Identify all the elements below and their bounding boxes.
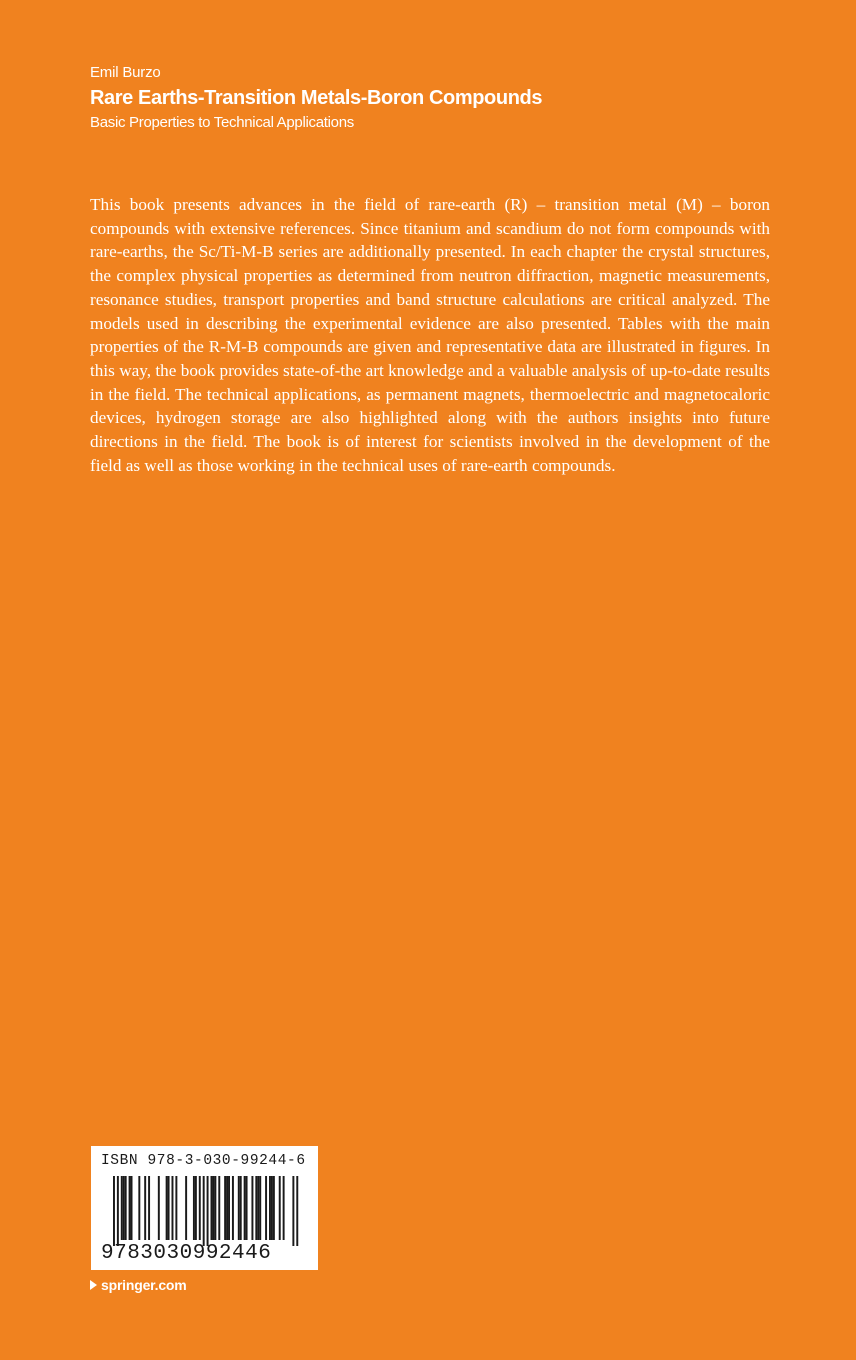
barcode-bar (211, 1176, 213, 1240)
barcode-bar (203, 1176, 205, 1246)
barcode-bar (269, 1176, 271, 1240)
barcode-bar (158, 1176, 160, 1240)
barcode-bar (175, 1176, 177, 1240)
book-title: Rare Earths-Transition Metals-Boron Compounds (90, 87, 543, 109)
barcode-bar (257, 1176, 259, 1240)
barcode-bar (244, 1176, 246, 1240)
cover-header (90, 63, 790, 133)
barcode-bar (240, 1176, 242, 1240)
barcode-bar (273, 1176, 275, 1240)
barcode-bar (172, 1176, 174, 1240)
barcode-bar (246, 1176, 248, 1240)
barcode-digits: 9783030992446 (101, 1242, 272, 1265)
barcode-bar (283, 1176, 285, 1240)
barcode-image (101, 1176, 308, 1246)
barcode-bar (296, 1176, 298, 1246)
barcode-bar (195, 1176, 197, 1240)
barcode-bar (117, 1176, 119, 1246)
author-name: Emil Burzo (90, 64, 161, 81)
publisher-link[interactable] (90, 1276, 187, 1294)
barcode-bar (226, 1176, 228, 1240)
isbn-barcode-panel (91, 1146, 318, 1270)
barcode-bar (228, 1176, 230, 1240)
barcode-bar (131, 1176, 133, 1240)
barcode-bar (166, 1176, 168, 1240)
barcode-bar (207, 1176, 209, 1246)
barcode-bar (125, 1176, 127, 1240)
barcode-bar (214, 1176, 216, 1240)
barcode-bar (255, 1176, 257, 1240)
isbn-label: ISBN 978-3-030-99244-6 (101, 1153, 306, 1169)
barcode-bar (232, 1176, 234, 1240)
barcode-bar (144, 1176, 146, 1240)
barcode-bar (148, 1176, 150, 1240)
barcode-bar (251, 1176, 253, 1240)
barcode-bar (279, 1176, 281, 1240)
barcode-bar (129, 1176, 131, 1240)
publisher-link-text[interactable]: springer.com (101, 1277, 187, 1293)
triangle-arrow-icon (90, 1280, 97, 1290)
book-subtitle: Basic Properties to Technical Applications (90, 114, 354, 131)
barcode-bar (292, 1176, 294, 1246)
barcode-bar (212, 1176, 214, 1240)
barcode-bar (123, 1176, 125, 1240)
barcode-bar (168, 1176, 170, 1240)
barcode-bar (259, 1176, 261, 1240)
barcode-bar (121, 1176, 123, 1240)
barcode-bar (238, 1176, 240, 1240)
book-description: This book presents advances in the field of rare-earth (R) – transition metal (M) – boron compounds with extensive references. Since titanium and scandium do not form compounds with rare-earths, the Sc/Ti-M-B series are additionally presented. In each chapter the crystal structures, the complex physical properties as determined from neutron diffraction, magnetic measurements, resonance studies, transport properties and band structure calculations are critical analyzed. The models used in describing the experimental evidence are also presented. Tables with the main properties of the R-M-B compounds are given and representative data are illustrated in figures. In this way, the book provides state-of-the art knowledge and a valuable analysis of up-to-date results in the field. The technical applications, as permanent magnets, thermoelectric and magnetocaloric devices, hydrogen storage are also highlighted along with the authors insights into future directions in the field. The book is of interest for scientists involved in the development of the field as well as those working in the technical uses of rare-earth compounds. (90, 195, 770, 475)
barcode-bar (271, 1176, 273, 1240)
barcode-bar (185, 1176, 187, 1240)
barcode-bar (138, 1176, 140, 1240)
barcode-bar (265, 1176, 267, 1240)
barcode-bar (113, 1176, 115, 1246)
barcode-bar (193, 1176, 195, 1240)
barcode-bar (199, 1176, 201, 1240)
barcode-bar (218, 1176, 220, 1240)
barcode-bar (224, 1176, 226, 1240)
